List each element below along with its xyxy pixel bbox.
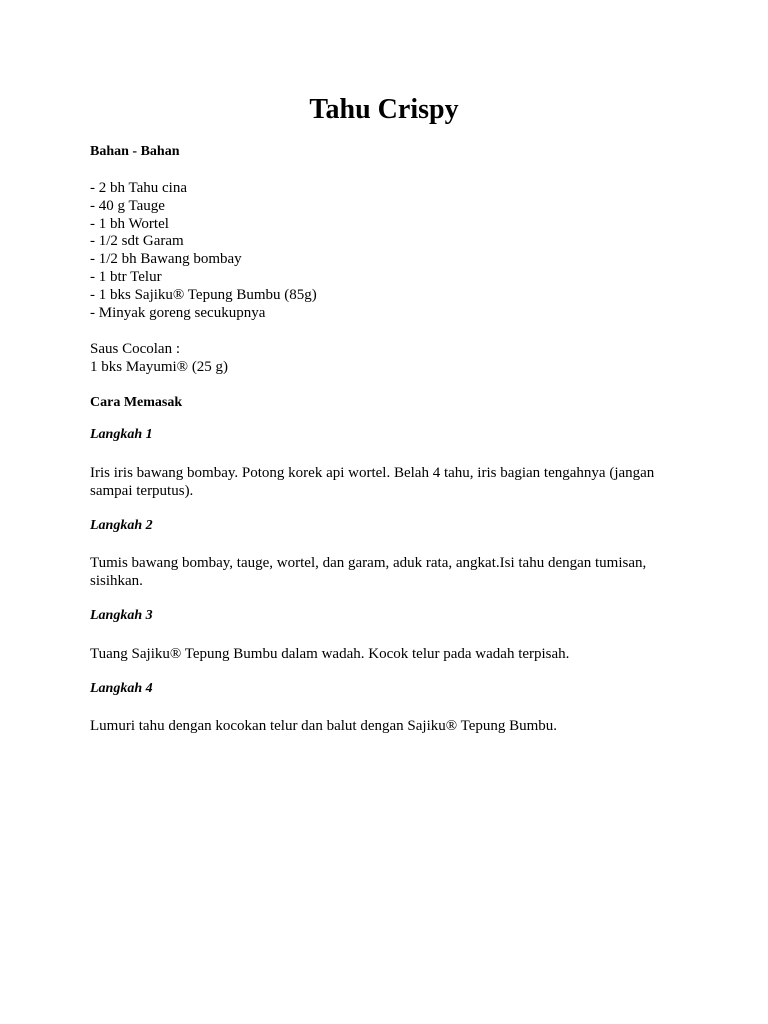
step-3-heading: Langkah 3 — [90, 608, 153, 623]
list-item: - 1 btr Telur — [90, 268, 162, 285]
list-item: - 40 g Tauge — [90, 197, 165, 214]
sauce-item: 1 bks Mayumi® (25 g) — [90, 358, 229, 375]
page-title: Tahu Crispy — [309, 94, 459, 125]
ingredients-heading: Bahan - Bahan — [90, 144, 180, 159]
list-item: - 1/2 sdt Garam — [90, 233, 184, 250]
list-item: - 1/2 bh Bawang bombay — [90, 251, 242, 268]
step-1-text: Iris iris bawang bombay. Potong korek api wortel. Belah 4 tahu, iris bagian tengahnya (jangan sampai terputus). — [90, 465, 655, 499]
sauce-block — [90, 341, 228, 377]
step-4-text: Lumuri tahu dengan kocokan telur dan balut dengan Sajiku® Tepung Bumbu. — [90, 718, 558, 734]
list-item: - Minyak goreng secukupnya — [90, 304, 266, 321]
sauce-label: Saus Cocolan : — [90, 341, 180, 357]
step-2-text: Tumis bawang bombay, tauge, wortel, dan garam, aduk rata, angkat.Isi tahu dengan tumisan, sisihkan. — [90, 555, 647, 589]
ingredients-list — [90, 180, 317, 322]
step-1-heading: Langkah 1 — [90, 427, 153, 442]
step-3-text: Tuang Sajiku® Tepung Bumbu dalam wadah. Kocok telur pada wadah terpisah. — [90, 646, 570, 662]
step-2-heading: Langkah 2 — [90, 518, 153, 533]
list-item: - 1 bh Wortel — [90, 215, 169, 232]
method-heading: Cara Memasak — [90, 395, 183, 410]
step-4-heading: Langkah 4 — [90, 681, 153, 696]
list-item: - 2 bh Tahu cina — [90, 180, 187, 196]
list-item: - 1 bks Sajiku® Tepung Bumbu (85g) — [90, 286, 317, 303]
